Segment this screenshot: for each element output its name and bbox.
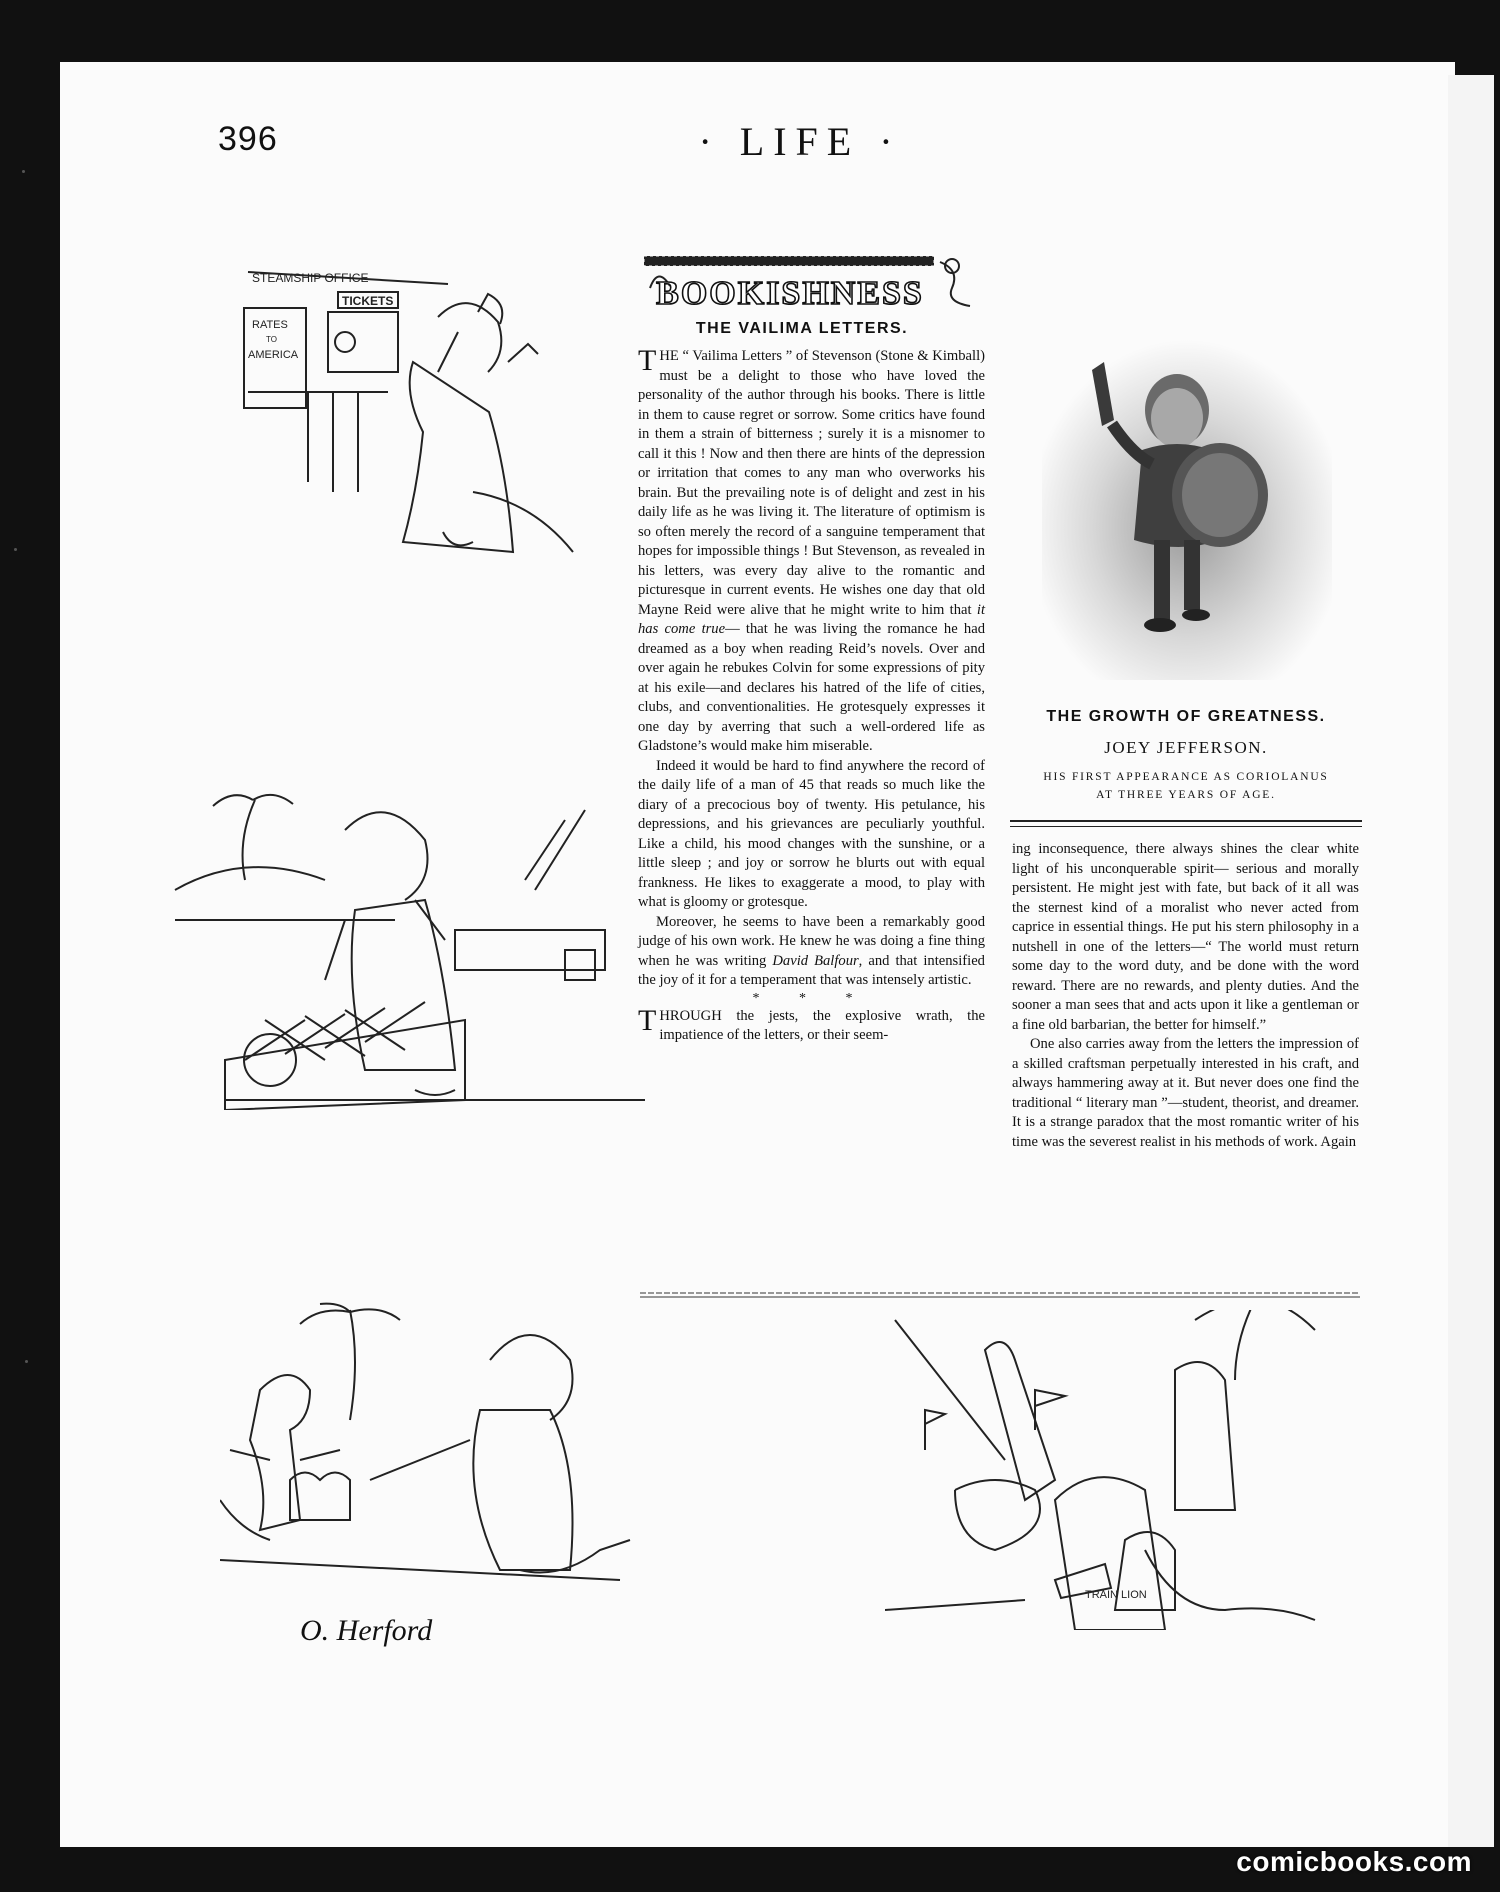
caption-rule — [1010, 820, 1362, 822]
bookishness-heading-art — [640, 252, 980, 316]
paragraph: Moreover, he seems to have been a remarkably good judge of his own work. He knew he was doing a fine thing when he was writing David Balfour, and that intensified the joy of it for a temperament that was intensely artistic. — [638, 913, 985, 988]
paragraph: THROUGH the jests, the explosive wrath, the impatience of the letters, or their seem- — [638, 1003, 985, 1043]
paragraph: Indeed it would be hard to find anywhere the record of the daily life of a man of 45 that reads so much like the diary of a precocious boy of twenty. His petulance, his depressions, and his grievances are peculiarly youthful. Like a child, his mood changes with the sunshine, or a little sleep ; and joy or sorrow he blurts out with equal frankness. He likes to exaggerate a mood, to play with what is gloomy or grotesque. — [638, 757, 985, 910]
paragraph: ing inconsequence, there always shines the clear white light of his unconquerable spirit— serious and morally persistent. He might jest with fate, but back of it all was the sternest kind of a moralist who never acted from caprice in essential things. He put his stern philosophy in a nutshell in one of the letters—“ The world must return some day to the word duty, and be done with the word reward. There are no rewards, and plenty duties. And the sooner a man sees that and acts upon it like a gentleman or a fine old barbarian, the better for himself.” — [1012, 841, 1359, 1033]
poster-to: TO — [266, 335, 277, 344]
page-number: 396 — [218, 120, 278, 158]
article-title: THE VAILIMA LETTERS. — [695, 320, 909, 337]
coriolanus-photo — [1042, 340, 1332, 680]
illustration-lion-handstand — [885, 1310, 1355, 1630]
poster-america: AMERICA — [248, 349, 299, 361]
poster-train-lion: TRAIN LION — [1085, 1589, 1147, 1601]
caption-rule — [1010, 826, 1362, 827]
photo-caption-name: JOEY JEFFERSON. — [1104, 738, 1268, 757]
poster-rates: RATES — [252, 319, 288, 331]
section-break: * * * — [752, 990, 871, 1006]
drop-cap: T — [638, 1003, 657, 1037]
article-column-1 — [638, 344, 985, 1046]
scan-speck — [25, 1360, 28, 1363]
illustration-steamship-office — [238, 262, 598, 572]
photo-caption-subtitle: HIS FIRST APPEARANCE AS CORIOLANUS AT THREE YEARS OF AGE. — [1043, 771, 1329, 801]
scan-speck — [22, 170, 25, 173]
photo-caption-title: THE GROWTH OF GREATNESS. — [1046, 708, 1326, 725]
article-bottom-rule — [640, 1286, 1360, 1294]
bookishness-text: BOOKISHNESS — [656, 275, 924, 312]
masthead-title: · LIFE · — [698, 119, 902, 164]
paragraph: One also carries away from the letters the impression of a skilled craftsman perpetually interested in his craft, and always hammering away at it. But never does one find the traditional “ literary man ”—student, theorist, and dreamer. It is a strange paradox that the most romantic writer of his time was the severest realist in his methods of work. Again — [1012, 1036, 1359, 1150]
illustration-lions-greeting — [220, 1300, 640, 1600]
artist-signature: O. Herford — [300, 1614, 433, 1647]
next-page-edge — [1448, 75, 1494, 1847]
sign-steamship-office: STEAMSHIP OFFICE — [252, 271, 369, 285]
drop-cap: T — [638, 344, 657, 377]
illustration-ship-deck — [165, 760, 655, 1110]
watermark: comicbooks.com — [1236, 1846, 1472, 1877]
scan-speck — [14, 548, 17, 551]
sign-tickets: TICKETS — [342, 294, 394, 308]
paragraph: THE “ Vailima Letters ” of Stevenson (Stone & Kimball) must be a delight to those who have loved the personality of the author through his books. There is little in them to cause regret or sorrow. Some critics have found in them a strain of bitterness ; surely it is a misnomer to call it this ! Now and then there are hints of the depression or irritation that comes to any man who overworks his brain. But the prevailing note is of delight and zest in his daily life as he was living it. The literature of optimism is so often merely the record of a sanguine temperament that hopes for impossible things ! But Stevenson, as revealed in his letters, was every day alive to the romantic and picturesque in current events. He wishes one day that old Mayne Reid were alive that he might write to him that it has come true— that he was living the romance he had dreamed as a boy when reading Reid’s novels. Over and over again he rebukes Colvin for some expressions of pity at his exile—and declares his hatred of the life of cities, clubs, and conventionalities. He grotesquely expresses it one day by averring that such a well-ordered life as Gladstone’s would make him miserable. — [638, 344, 985, 754]
article-column-2 — [1012, 840, 1359, 1152]
